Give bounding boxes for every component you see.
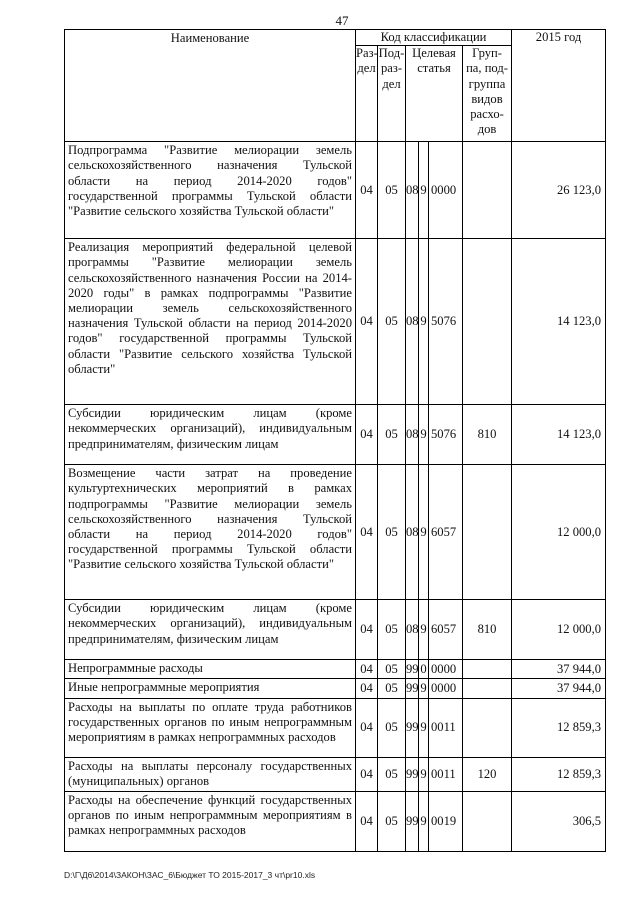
header-target-article: Целевая статья (406, 46, 463, 142)
table-row (65, 679, 606, 698)
section-code: 04 (356, 239, 378, 405)
subsection-code: 05 (378, 757, 406, 791)
target-code-program: 99 (406, 660, 419, 679)
table-row (65, 792, 606, 852)
amount-2015: 37 944,0 (512, 679, 606, 698)
amount-2015: 37 944,0 (512, 660, 606, 679)
header-expense-group: Груп- па, под- группа видов расхо- дов (463, 46, 512, 142)
expense-type-code (463, 679, 512, 698)
row-name: Иные непрограммные мероприятия (65, 679, 356, 698)
target-code-subprogram: 9 (419, 600, 429, 660)
target-code-subprogram: 0 (419, 660, 429, 679)
page-number: 47 (335, 13, 349, 28)
target-code-direction: 5076 (429, 405, 463, 465)
subsection-code: 05 (378, 239, 406, 405)
section-code: 04 (356, 142, 378, 239)
section-code: 04 (356, 660, 378, 679)
subsection-code: 05 (378, 600, 406, 660)
target-code-direction: 0000 (429, 679, 463, 698)
section-code: 04 (356, 698, 378, 757)
target-code-subprogram: 9 (419, 239, 429, 405)
table-row (65, 405, 606, 465)
section-code: 04 (356, 679, 378, 698)
subsection-code: 05 (378, 142, 406, 239)
target-code-direction: 6057 (429, 465, 463, 600)
table-row (65, 698, 606, 757)
target-code-direction: 0011 (429, 757, 463, 791)
expense-type-code (463, 660, 512, 679)
target-code-subprogram: 9 (419, 465, 429, 600)
target-code-direction: 0000 (429, 660, 463, 679)
amount-2015: 26 123,0 (512, 142, 606, 239)
row-name: Возмещение части затрат на проведение культуртехнических мероприятий в рамках подпрограммы "Развитие мелиорации земель сельскохозяйственного назначения Тульской области на период 2014-2020 годов" государственной программы Тульской области "Развитие сельского хозяйства Тульской области" (65, 465, 356, 600)
row-name: Субсидии юридическим лицам (кроме некоммерческих организаций), индивидуальным предпринимателям, физическим лицам (65, 600, 356, 660)
target-code-program: 08 (406, 405, 419, 465)
expense-type-code (463, 465, 512, 600)
target-code-program: 99 (406, 698, 419, 757)
target-code-program: 08 (406, 239, 419, 405)
target-code-subprogram: 9 (419, 698, 429, 757)
expense-type-code: 810 (463, 405, 512, 465)
row-name: Реализация мероприятий федеральной целевой программы "Развитие мелиорации земель сельскохозяйственного назначения России на 2014-2020 годы" в рамках подпрограммы "Развитие мелиорации земель сельскохозяйственного назначения Тульской области на период 2014-2020 годов" государственной программы Тульской области "Развитие сельского хозяйства Тульской области" (65, 239, 356, 405)
header-classification: Код классификации (356, 30, 512, 46)
amount-2015: 14 123,0 (512, 239, 606, 405)
target-code-program: 99 (406, 792, 419, 852)
subsection-code: 05 (378, 405, 406, 465)
target-code-program: 08 (406, 465, 419, 600)
target-code-subprogram: 9 (419, 757, 429, 791)
table-row (65, 600, 606, 660)
row-name: Подпрограмма "Развитие мелиорации земель сельскохозяйственного назначения Тульской области на период 2014-2020 годов" государственной программы Тульской области "Развитие сельского хозяйства Тульской области" (65, 142, 356, 239)
subsection-code: 05 (378, 792, 406, 852)
table-row (65, 142, 606, 239)
subsection-code: 05 (378, 660, 406, 679)
amount-2015: 12 859,3 (512, 698, 606, 757)
target-code-program: 08 (406, 142, 419, 239)
budget-table (64, 29, 606, 852)
target-code-program: 99 (406, 679, 419, 698)
target-code-direction: 5076 (429, 239, 463, 405)
header-name: Наименование (65, 30, 356, 142)
expense-type-code (463, 698, 512, 757)
target-code-subprogram: 9 (419, 792, 429, 852)
header-section: Раз- дел (356, 46, 378, 142)
header-subsection: Под- раз- дел (378, 46, 406, 142)
expense-type-code (463, 792, 512, 852)
row-name: Расходы на выплаты персоналу государственных (муниципальных) органов (65, 757, 356, 791)
amount-2015: 306,5 (512, 792, 606, 852)
section-code: 04 (356, 465, 378, 600)
section-code: 04 (356, 600, 378, 660)
table-row (65, 239, 606, 405)
section-code: 04 (356, 405, 378, 465)
target-code-direction: 0019 (429, 792, 463, 852)
section-code: 04 (356, 757, 378, 791)
amount-2015: 14 123,0 (512, 405, 606, 465)
amount-2015: 12 000,0 (512, 600, 606, 660)
section-code: 04 (356, 792, 378, 852)
target-code-subprogram: 9 (419, 679, 429, 698)
row-name: Субсидии юридическим лицам (кроме некоммерческих организаций), индивидуальным предпринимателям, физическим лицам (65, 405, 356, 465)
table-row (65, 465, 606, 600)
expense-type-code: 810 (463, 600, 512, 660)
row-name: Непрограммные расходы (65, 660, 356, 679)
subsection-code: 05 (378, 698, 406, 757)
target-code-subprogram: 9 (419, 142, 429, 239)
subsection-code: 05 (378, 465, 406, 600)
target-code-direction: 0000 (429, 142, 463, 239)
target-code-program: 08 (406, 600, 419, 660)
table-row (65, 660, 606, 679)
target-code-direction: 0011 (429, 698, 463, 757)
expense-type-code (463, 239, 512, 405)
header-year: 2015 год (512, 30, 606, 142)
table-row (65, 757, 606, 791)
expense-type-code (463, 142, 512, 239)
amount-2015: 12 000,0 (512, 465, 606, 600)
amount-2015: 12 859,3 (512, 757, 606, 791)
target-code-subprogram: 9 (419, 405, 429, 465)
file-path-footer: D:\Г\Д6\2014\ЗАКОН\ЗАС_6\Бюджет ТО 2015-2017_3 чт\pr10.xls (64, 870, 316, 880)
subsection-code: 05 (378, 679, 406, 698)
row-name: Расходы на выплаты по оплате труда работников государственных органов по иным непрограммным мероприятиям в рамках непрограммных расходов (65, 698, 356, 757)
row-name: Расходы на обеспечение функций государственных органов по иным непрограммным мероприятиям в рамках непрограммных расходов (65, 792, 356, 852)
target-code-program: 99 (406, 757, 419, 791)
expense-type-code: 120 (463, 757, 512, 791)
target-code-direction: 6057 (429, 600, 463, 660)
